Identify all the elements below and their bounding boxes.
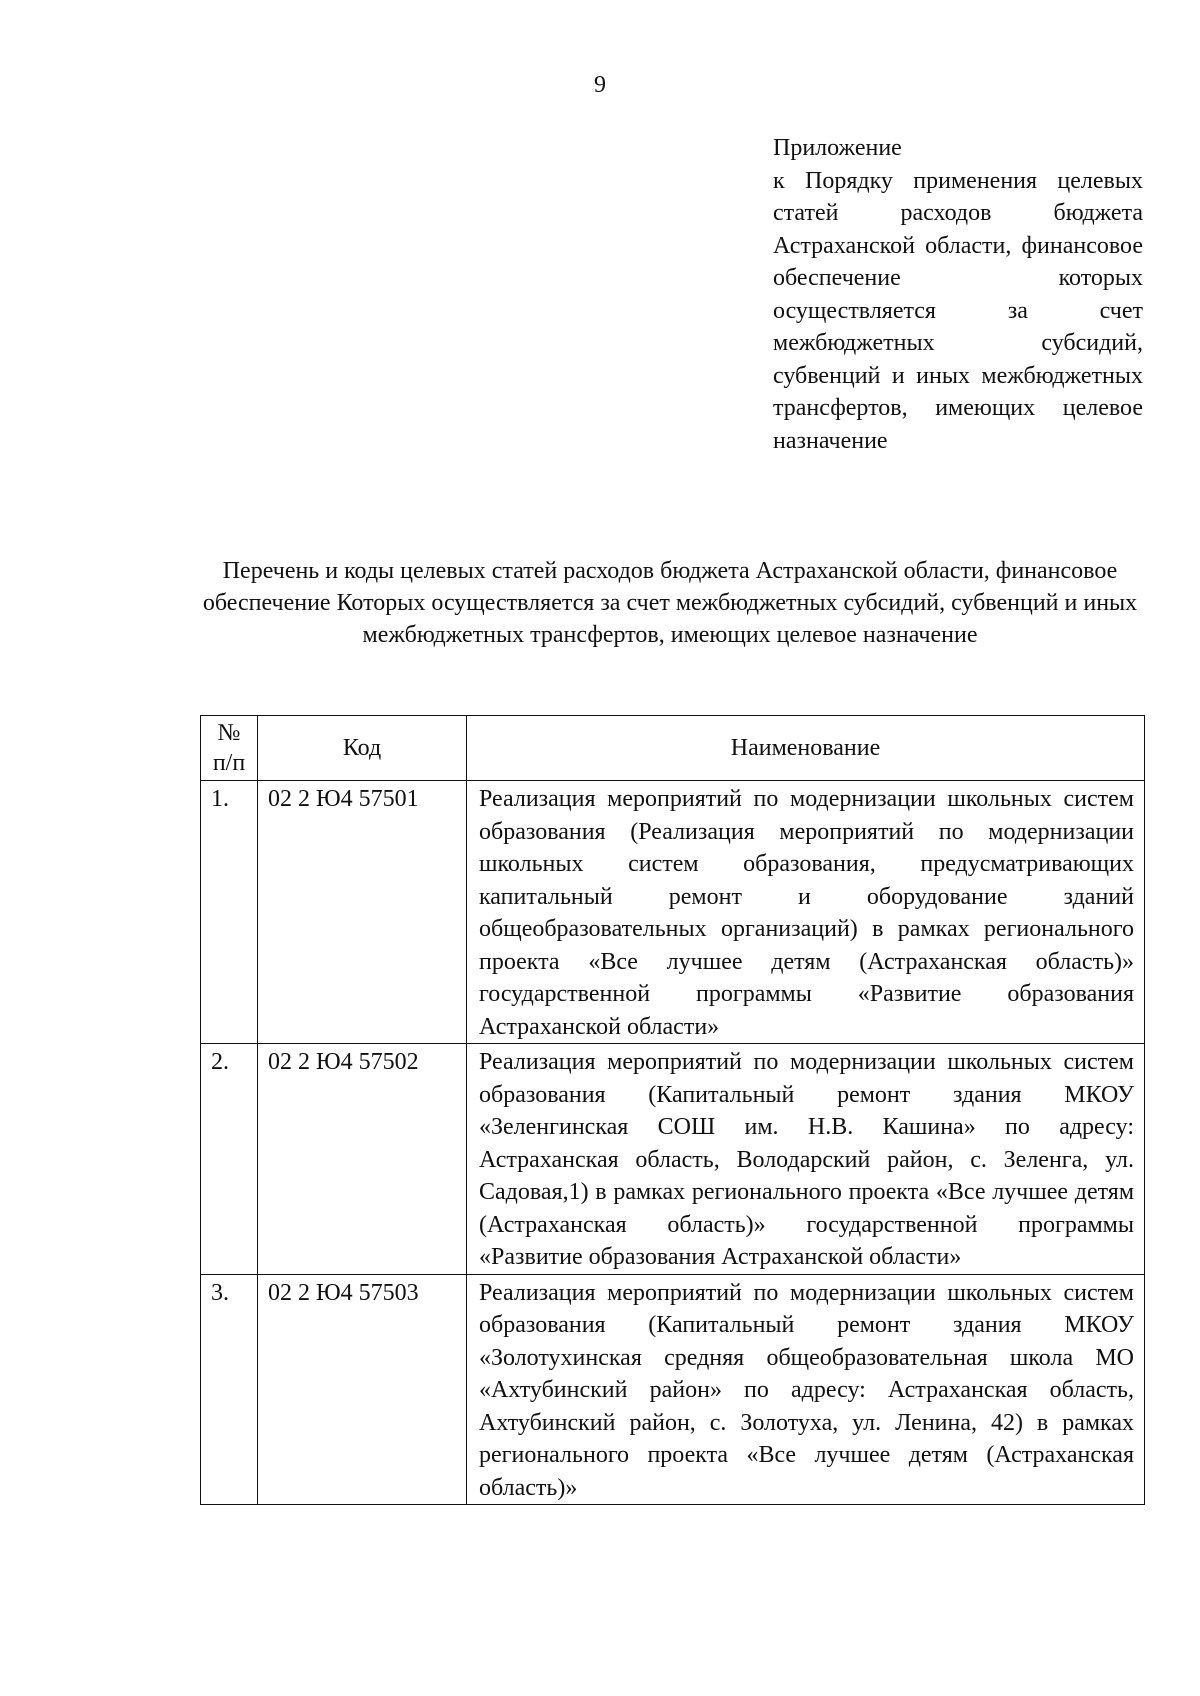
header-number-sign: № [217,720,241,746]
header-number-pp: п/п [212,750,246,776]
table-row [201,781,1145,1044]
row-name: Реализация мероприятий по модернизации школьных систем образования (Реализация мероприятий по модернизации школьных систем образования, предусматривающих капитальный ремонт и оборудование зданий общеобразовательных организаций) в рамках регионального проекта «Все лучшее детям (Астраханская область)» государственной программы «Развитие образования Астраханской области» [467,781,1145,1044]
row-code: 02 2 Ю4 57502 [258,1044,467,1275]
appendix-title: Приложение [773,135,902,161]
row-name: Реализация мероприятий по модернизации школьных систем образования (Капитальный ремонт здания МКОУ «Золотухинская средняя общеобразовательная школа МО «Ахтубинский район» по адресу: Астраханская область, Ахтубинский район, с. Золотуха, ул. Ленина, 42) в рамках регионального проекта «Все лучшее детям (Астраханская область)» [467,1274,1145,1505]
document-title: Перечень и коды целевых статей расходов бюджета Астраханской области, финансовое обеспечение Которых осуществляется за счет межбюджетных субсидий, субвенций и иных межбюджетных трансфертов, имеющих целевое назначение [202,558,1138,648]
row-number: 1. [201,781,258,1044]
header-code: Код [258,716,467,781]
table-header-row [201,716,1145,781]
appendix-text: к Порядку применения целевых статей расходов бюджета Астраханской области, финансовое обеспечение которых осуществляется за счет межбюджетных субсидий, субвенций и иных межбюджетных трансфертов, имеющих целевое назначение [773,167,1143,454]
row-code: 02 2 Ю4 57503 [258,1274,467,1505]
row-number: 3. [201,1274,258,1505]
page-number: 9 [594,72,606,98]
target-articles-table [200,715,1145,1505]
row-name: Реализация мероприятий по модернизации школьных систем образования (Капитальный ремонт здания МКОУ «Зеленгинская СОШ им. Н.В. Кашина» по адресу: Астраханская область, Володарский район, с. Зеленга, ул. Садовая,1) в рамках регионального проекта «Все лучшее детям (Астраханская область)» государственной программы «Развитие образования Астраханской области» [467,1044,1145,1275]
row-number: 2. [201,1044,258,1275]
row-code: 02 2 Ю4 57501 [258,781,467,1044]
table-row [201,1044,1145,1275]
table-row [201,1274,1145,1505]
header-number [201,716,258,781]
appendix-block [773,132,1143,457]
header-name: Наименование [467,716,1145,781]
